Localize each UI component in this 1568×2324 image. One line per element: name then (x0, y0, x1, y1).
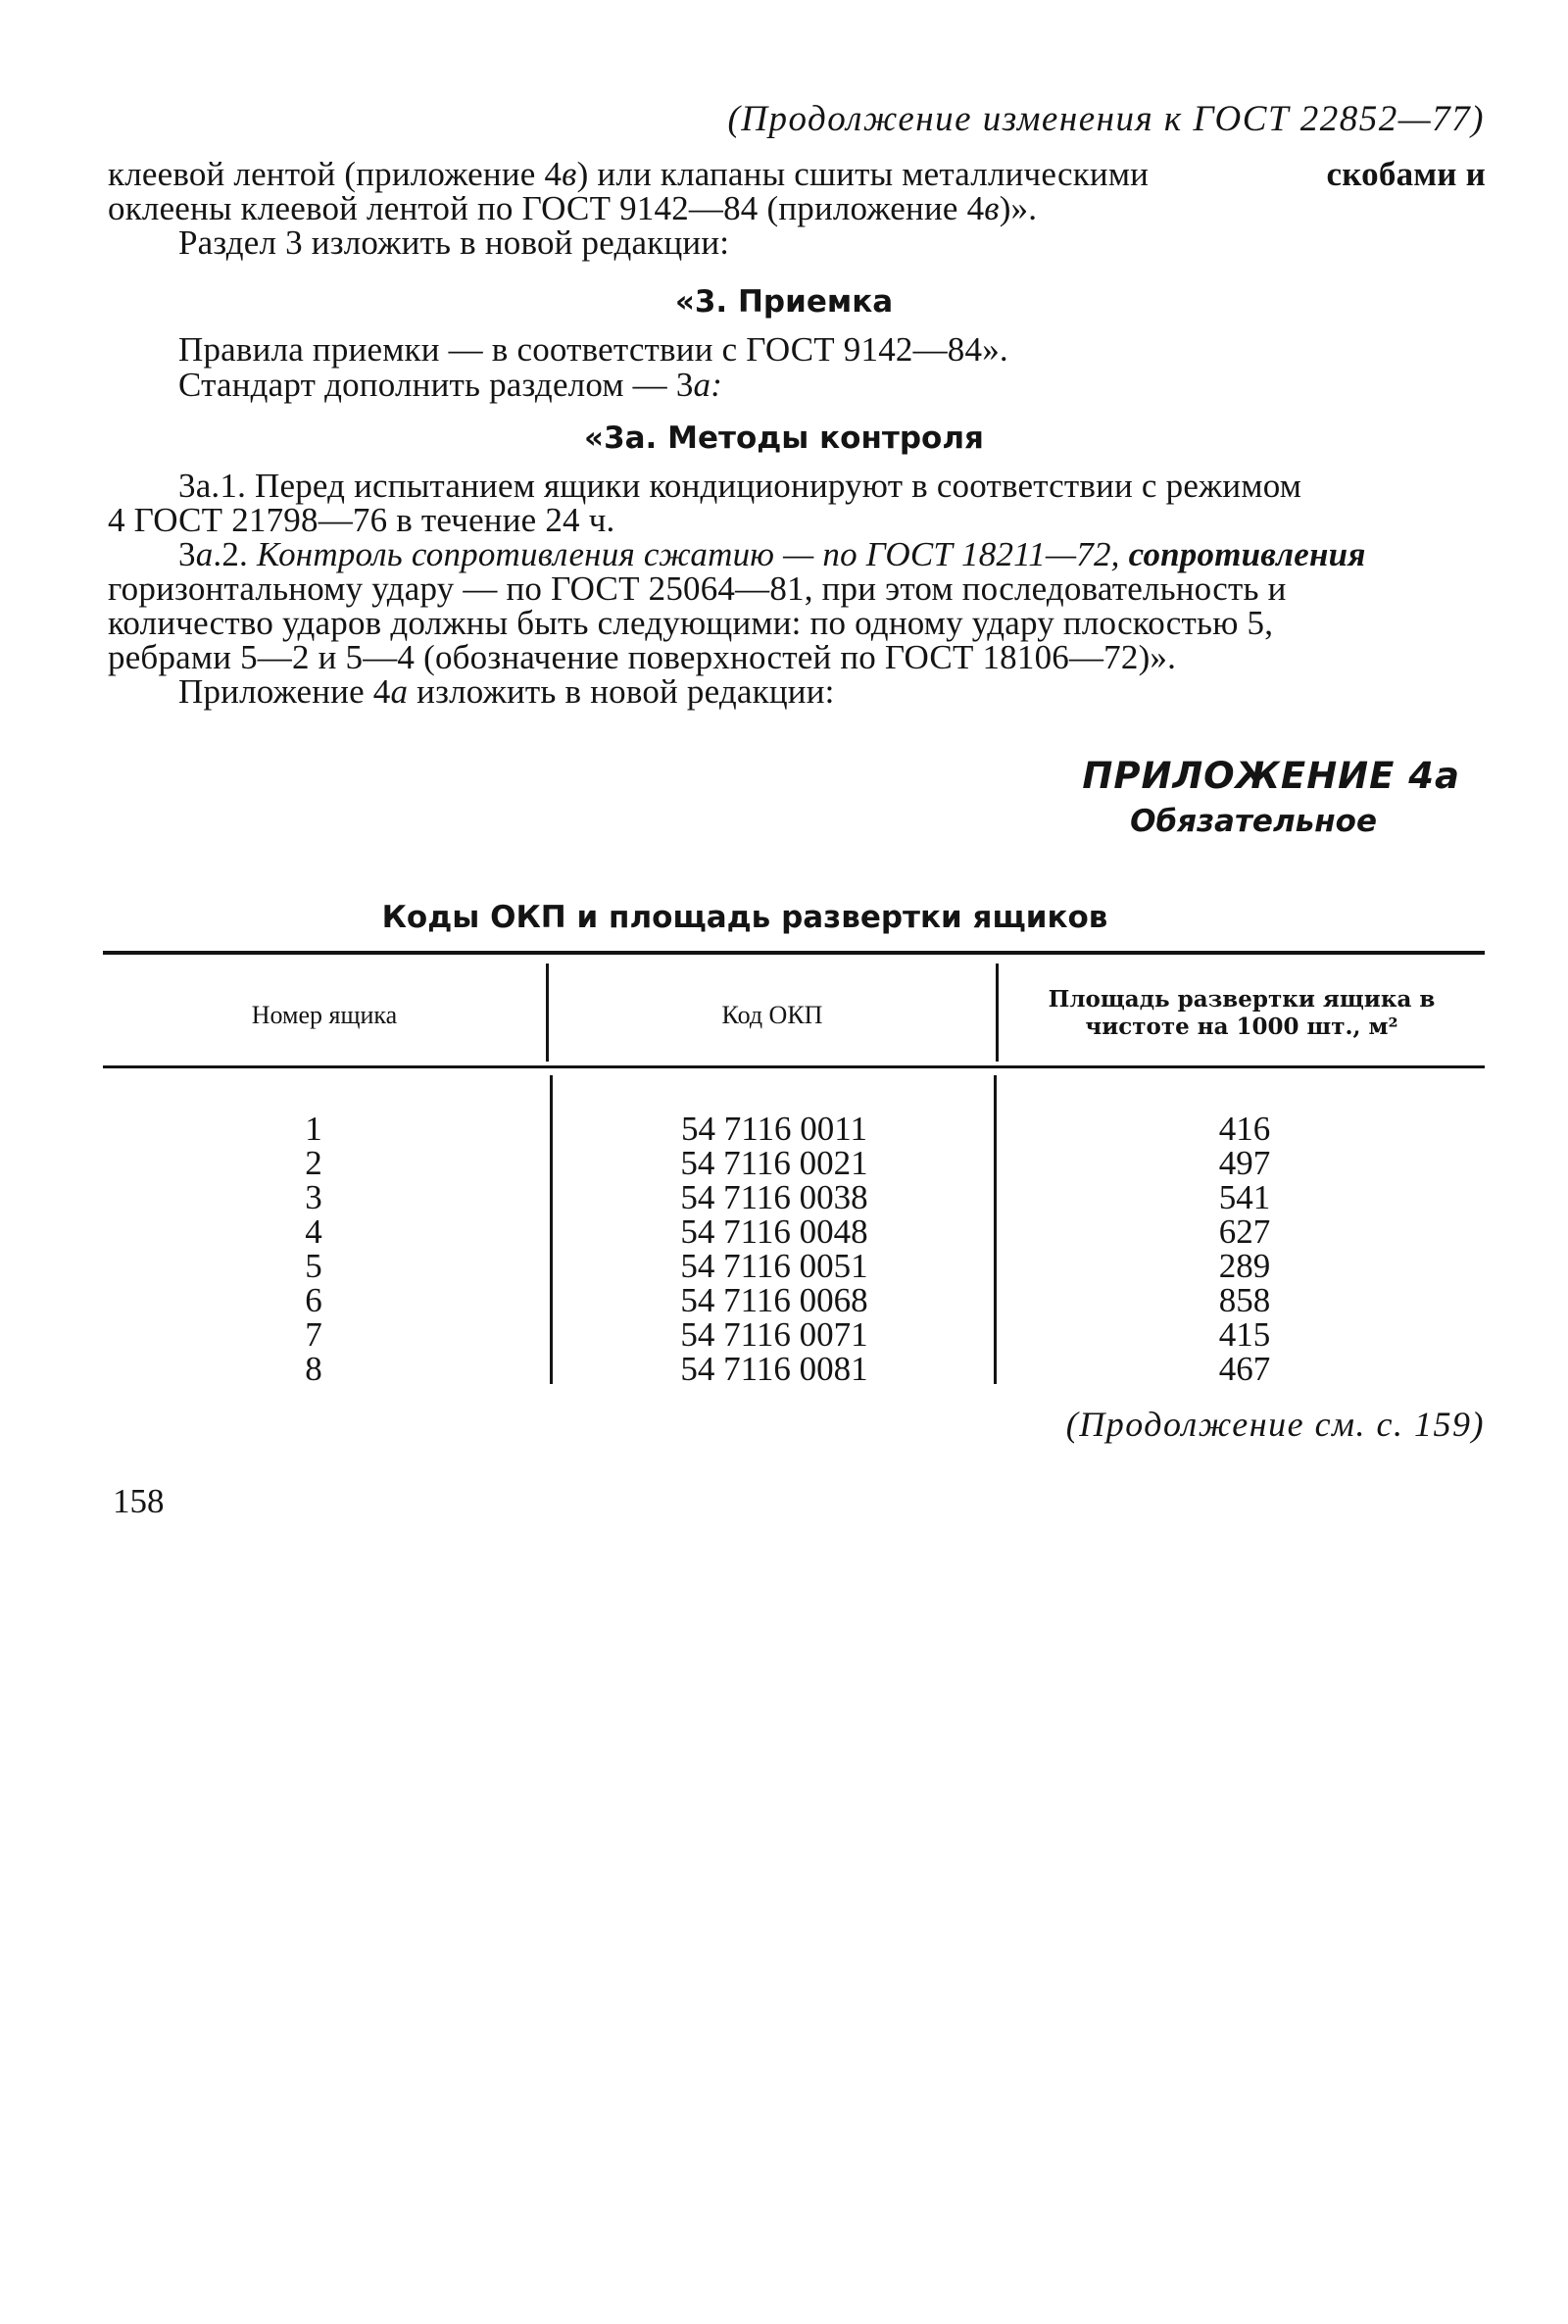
text-fragment: )». (999, 189, 1038, 227)
paragraph-line (108, 189, 1037, 228)
text-fragment: а: (693, 366, 723, 404)
paragraph-line (178, 467, 1486, 506)
cell-code: 54 7116 0011 (681, 1110, 867, 1148)
text-fragment: ) или клапаны сшиты металлическими (576, 155, 1150, 193)
cell-area: 289 (1218, 1247, 1271, 1285)
text-fragment: оклеены клеевой лентой по ГОСТ 9142—84 (приложение 4 (108, 189, 985, 227)
text-fragment: изложить в новой редакции: (408, 672, 835, 711)
paragraph-line: ребрами 5—2 и 5—4 (обозначение поверхностей по ГОСТ 18106—72)». (108, 638, 1177, 676)
text-fragment: клеевой лентой (приложение 4 (108, 155, 563, 193)
column-number (265, 1112, 363, 1386)
cell-area: 497 (1218, 1144, 1271, 1182)
cell-code: 54 7116 0048 (680, 1212, 868, 1251)
cell-area: 541 (1218, 1178, 1271, 1216)
cell-code: 54 7116 0081 (680, 1350, 868, 1388)
paragraph-line: Раздел 3 изложить в новой редакции: (178, 223, 730, 262)
text-run (108, 155, 1149, 194)
text-fragment: а (195, 535, 214, 573)
cell-code: 54 7116 0068 (680, 1281, 868, 1319)
column-code (568, 1112, 980, 1386)
text-fragment: .2. (213, 535, 257, 573)
cell-code: 54 7116 0051 (680, 1247, 868, 1285)
table-header-rule (103, 1065, 1485, 1068)
bold-text: сопротивления (1119, 535, 1366, 573)
text-fragment: 3а.1. Перед испытанием ящики кондиционируют в соответствии с режимом (178, 467, 1302, 505)
cell-area: 627 (1218, 1212, 1271, 1251)
column-header-code: Код ОКП (721, 1001, 823, 1029)
cell-number: 8 (305, 1350, 322, 1388)
text-fragment: а (390, 672, 409, 711)
cell-code: 54 7116 0071 (680, 1315, 868, 1354)
page-number: 158 (113, 1482, 165, 1520)
cell-area: 467 (1218, 1350, 1271, 1388)
cell-area: 858 (1218, 1281, 1271, 1319)
paragraph-line (178, 535, 1366, 574)
cell-area: 415 (1218, 1315, 1271, 1354)
bold-text: скобами и (1326, 155, 1486, 193)
cell-number: 5 (305, 1247, 322, 1285)
cell-area: 416 (1218, 1110, 1271, 1148)
cell-number: 3 (305, 1178, 322, 1216)
paragraph-line (178, 366, 722, 405)
header-line: чистоте на 1000 шт., м² (1085, 1014, 1398, 1040)
table-body-divider (550, 1075, 553, 1384)
text-fragment: Приложение 4 (178, 672, 391, 711)
paragraph-line: 4 ГОСТ 21798—76 в течение 24 ч. (108, 501, 615, 539)
text-fragment: в (984, 189, 1000, 227)
paragraph-line: горизонтальному удару — по ГОСТ 25064—81, при этом последовательность и (108, 569, 1287, 608)
cell-code: 54 7116 0038 (680, 1178, 868, 1216)
cell-code: 54 7116 0021 (680, 1144, 868, 1182)
table-top-rule (103, 951, 1485, 955)
paragraph-line: количество ударов должны быть следующими: по одному удару плоскостью 5, (108, 604, 1274, 642)
cell-number: 4 (305, 1212, 322, 1251)
paragraph-line (178, 672, 835, 712)
table-body-divider (994, 1075, 997, 1384)
paragraph-line: Правила приемки — в соответствии с ГОСТ 9142—84». (178, 330, 1008, 369)
text-fragment: в (562, 155, 577, 193)
column-area (1156, 1112, 1333, 1386)
section-heading: «3. Приемка (674, 284, 894, 320)
continuation-header: (Продолжение изменения к ГОСТ 22852—77) (727, 99, 1485, 139)
column-header-number: Номер ящика (251, 1001, 398, 1029)
text-fragment: Контроль сопротивления сжатию — по ГОСТ 18211—72, (256, 535, 1120, 573)
cell-number: 2 (305, 1144, 322, 1182)
cell-number: 1 (305, 1110, 322, 1148)
cell-number: 7 (305, 1315, 322, 1354)
section-heading: «3а. Методы контроля (584, 420, 984, 456)
column-header-area (999, 986, 1485, 1041)
header-line: Площадь развертки ящика в (1048, 986, 1436, 1013)
text-fragment: Стандарт дополнить разделом — 3 (178, 366, 694, 404)
appendix-title: ПРИЛОЖЕНИЕ 4а (1082, 755, 1460, 797)
continuation-footer: (Продолжение см. с. 159) (1065, 1405, 1485, 1444)
table-caption: Коды ОКП и площадь развертки ящиков (381, 900, 1108, 935)
cell-number: 6 (305, 1281, 322, 1319)
text-fragment: 3 (178, 535, 196, 573)
appendix-subtitle: Обязательное (1130, 804, 1377, 839)
paragraph-line (108, 155, 1486, 194)
